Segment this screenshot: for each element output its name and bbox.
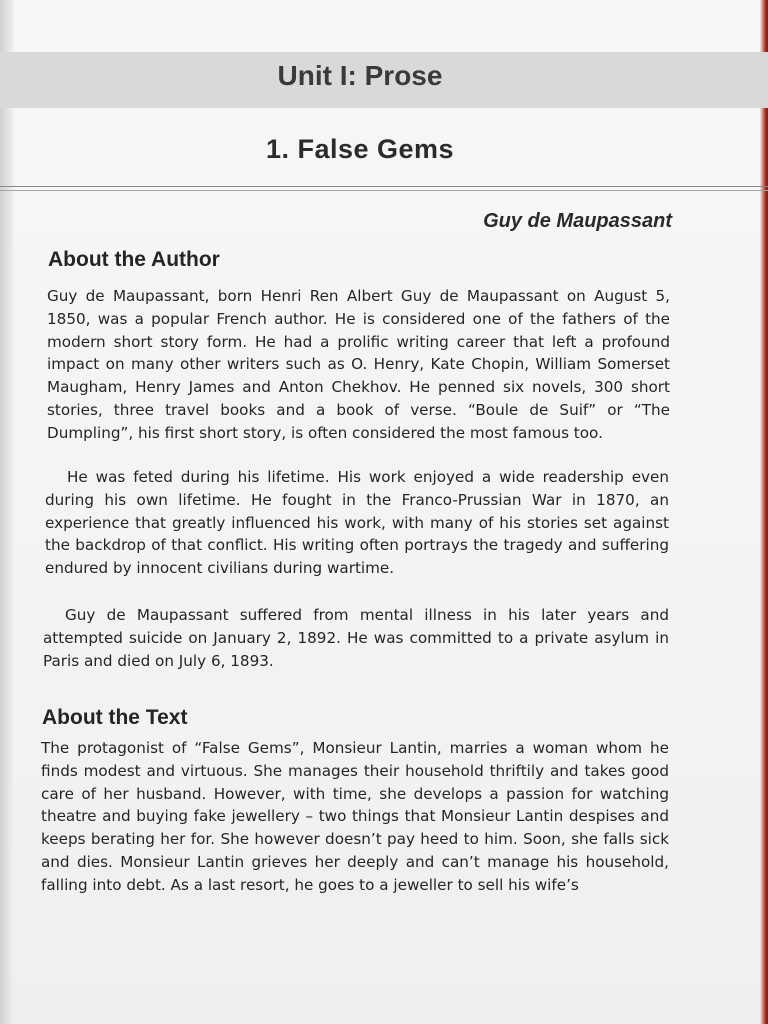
text-paragraph-1: The protagonist of “False Gems”, Monsieur Lantin, marries a woman whom he finds modest and virtuous. She manages their household thriftily and takes good care of her husband. However, with time, she develops a passion for watching theatre and buying fake jewellery – two things that Monsieur Lantin despises and keeps berating her for. She however doesn’t pay heed to him. Soon, she falls sick and dies. Monsieur Lantin grieves her deeply and can’t manage his household, falling into debt. As a last resort, he goes to a jeweller to sell his wife’s bbox=[41, 739, 669, 894]
title-divider-bottom bbox=[0, 190, 768, 191]
section-heading-about-author: About the Author bbox=[48, 248, 220, 271]
title-divider-top bbox=[0, 186, 768, 187]
author-paragraph-2: He was feted during his lifetime. His work enjoyed a wide readership even during his own lifetime. He fought in the Franco-Prussian War in 1870, an experience that greatly influenced his work, with many of his stories set against the backdrop of that conflict. His writing often portrays the tragedy and suffering endured by innocent civilians during wartime. bbox=[45, 468, 669, 578]
unit-title: Unit I: Prose bbox=[277, 60, 443, 91]
chapter-title: 1. False Gems bbox=[265, 134, 455, 164]
author-paragraph-3: Guy de Maupassant suffered from mental illness in his later years and attempted suicide on January 2, 1892. He was committed to a private asylum in Paris and died on July 6, 1893. bbox=[43, 606, 669, 670]
section-heading-about-text: About the Text bbox=[42, 706, 188, 729]
author-name: Guy de Maupassant bbox=[483, 210, 672, 232]
book-cover-edge bbox=[760, 0, 768, 1024]
author-paragraph-1: Guy de Maupassant, born Henri Ren Albert Guy de Maupassant on August 5, 1850, was a popular French author. He is considered one of the fathers of the modern short story form. He had a prolific writing career that left a profound impact on many other writers such as O. Henry, Kate Chopin, William Somerset Maugham, Henry James and Anton Chekhov. He penned six novels, 300 short stories, three travel books and a book of verse. “Boule de Suif” or “The Dumpling”, his first short story, is often considered the most famous too. bbox=[47, 287, 670, 442]
